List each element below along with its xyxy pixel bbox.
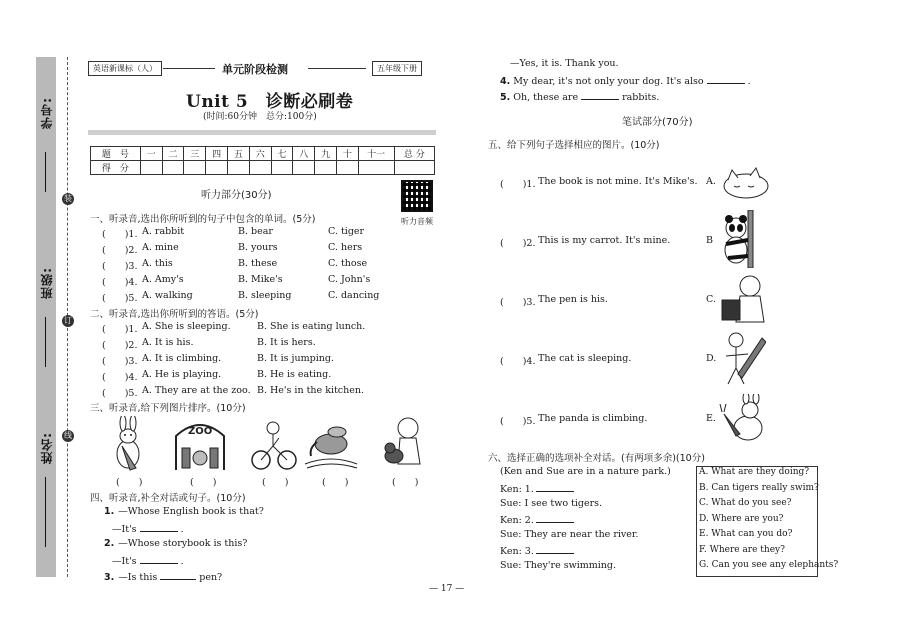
dialogue-line <box>112 522 184 535</box>
line-text: —It's <box>112 556 137 567</box>
score-header-cell: 六 <box>249 147 271 161</box>
line-text: Sue: I see two tigers. <box>500 497 603 509</box>
question-number: ( )3. <box>102 356 138 367</box>
score-cell[interactable] <box>293 161 315 175</box>
sentence-text: The book is not mine. It's Mike's. <box>538 176 698 187</box>
dialogue-line <box>104 538 247 549</box>
listening-heading: 听力部分(30分) <box>201 190 272 201</box>
option-c: C. John's <box>328 274 371 285</box>
climbing-panda-picture <box>718 210 762 268</box>
exam-meta: (时间:60分钟 总分:100分) <box>203 112 317 122</box>
bicycle-picture <box>249 416 297 472</box>
question-number: ( )1. <box>500 179 536 190</box>
page-number: — 17 — <box>429 584 465 594</box>
score-header-cell: 四 <box>206 147 228 161</box>
option-b: B. Mike's <box>238 274 283 285</box>
score-cell[interactable] <box>162 161 184 175</box>
option-item: A. What are they doing? <box>699 467 810 477</box>
option-a: A. mine <box>142 242 179 253</box>
written-heading: 笔试部分(70分) <box>622 117 693 128</box>
line-number: 3. <box>104 572 115 583</box>
line-number: 1. <box>104 506 115 517</box>
section6-title: 六、选择正确的选项补全对话。(有两项多余)(10分) <box>488 453 705 464</box>
option-item: F. Where are they? <box>699 544 785 555</box>
score-cell[interactable] <box>394 161 434 175</box>
student-id-line <box>45 152 46 192</box>
header-divider <box>88 130 436 135</box>
option-a: A. She is sleeping. <box>142 321 231 332</box>
section1-title: 一、听录音,选出你所听到的句子中包含的单词。(5分) <box>90 214 316 225</box>
name-label: 姓名: <box>40 432 54 464</box>
question-number: ( )1. <box>102 229 138 240</box>
question-number: ( )3. <box>102 261 138 272</box>
sentence-text: This is my carrot. It's mine. <box>538 235 671 246</box>
score-cell[interactable] <box>228 161 250 175</box>
option-item: G. Can you see any elephants? <box>699 560 839 570</box>
dialogue-line <box>500 560 616 571</box>
dialogue-line <box>104 506 264 517</box>
option-b: B. He is eating. <box>257 369 332 380</box>
elephant-picture <box>303 420 359 470</box>
order-bracket: ( ) <box>322 477 349 488</box>
order-bracket: ( ) <box>392 477 419 488</box>
sentence-text: The panda is climbing. <box>538 413 648 424</box>
answer-blank[interactable] <box>707 74 745 84</box>
option-a: A. It is his. <box>142 337 194 348</box>
score-cell[interactable] <box>358 161 394 175</box>
student-id-label: 学号: <box>40 97 54 129</box>
dialogue-line <box>500 529 638 540</box>
line-end: . <box>747 76 751 87</box>
line-text: Sue: They are near the river. <box>500 528 639 540</box>
options-box <box>696 466 839 577</box>
line-text: Ken: 2. <box>500 515 534 526</box>
line-number: 4. <box>500 76 511 87</box>
score-header-cell: 一 <box>140 147 162 161</box>
line-text: Ken: 1. <box>500 484 534 495</box>
seal-zhuang: 装 <box>64 194 72 203</box>
binding-strip <box>36 57 56 577</box>
answer-blank[interactable] <box>160 570 196 580</box>
line-text: —It's <box>112 524 137 535</box>
score-cell[interactable] <box>184 161 206 175</box>
answer-blank[interactable] <box>536 513 574 523</box>
question-number: ( )4. <box>500 356 536 367</box>
order-bracket: ( ) <box>190 477 217 488</box>
dialogue-line <box>112 554 184 567</box>
line-text: Ken: 3. <box>500 546 534 557</box>
question-number: ( )4. <box>102 372 138 383</box>
option-a: A. rabbit <box>142 226 185 237</box>
page-title: Unit 5 诊断必刷卷 <box>186 92 354 112</box>
option-b: B. these <box>238 258 278 269</box>
question-number: ( )3. <box>500 297 536 308</box>
question-number: ( )2. <box>500 238 536 249</box>
score-header-cell: 二 <box>162 147 184 161</box>
score-header-cell: 九 <box>315 147 337 161</box>
order-bracket: ( ) <box>116 477 143 488</box>
qr-code <box>401 180 433 212</box>
zoo-picture <box>172 414 228 472</box>
class-label: 班级: <box>40 267 54 299</box>
line-end: rabbits. <box>622 92 660 103</box>
answer-blank[interactable] <box>140 522 178 532</box>
score-header-cell: 十 <box>336 147 358 161</box>
answer-blank[interactable] <box>140 554 178 564</box>
option-c: C. those <box>328 258 368 269</box>
dialogue-line <box>500 74 751 87</box>
sleeping-cat-picture <box>720 160 772 202</box>
score-header-cell: 十一 <box>358 147 394 161</box>
score-cell[interactable] <box>249 161 271 175</box>
answer-blank[interactable] <box>536 482 574 492</box>
dialogue-line <box>500 90 659 103</box>
option-a: A. this <box>142 258 173 269</box>
dialogue-context: (Ken and Sue are in a nature park.) <box>500 466 671 477</box>
rabbit-carrot-picture <box>718 394 770 444</box>
score-cell[interactable] <box>336 161 358 175</box>
name-line <box>45 477 46 547</box>
option-c: C. hers <box>328 242 363 253</box>
section3-title: 三、听录音,给下列图片排序。(10分) <box>90 403 246 414</box>
score-table <box>90 146 435 175</box>
section5-title: 五、给下列句子选择相应的图片。(10分) <box>488 140 660 151</box>
picture-letter: B <box>706 235 713 246</box>
dialogue-line <box>510 58 619 69</box>
question-number: ( )2. <box>102 340 138 351</box>
section4-title: 四、听录音,补全对话或句子。(10分) <box>90 493 246 504</box>
option-b: B. bear <box>238 226 273 237</box>
edition-tag: 英语新课标（人） <box>88 61 162 76</box>
option-a: A. He is playing. <box>142 369 222 380</box>
sentence-text: The cat is sleeping. <box>538 353 632 364</box>
seal-ding: 订 <box>64 316 72 325</box>
section2-title: 二、听录音,选出你所听到的答语。(5分) <box>90 309 259 320</box>
line-number: 5. <box>500 92 511 103</box>
score-row-label: 得 分 <box>91 161 141 175</box>
option-c: C. dancing <box>328 290 380 301</box>
answer-blank[interactable] <box>536 544 574 554</box>
option-item: E. What can you do? <box>699 529 793 539</box>
line-end: . <box>180 556 184 567</box>
boy-book-picture <box>718 272 766 324</box>
line-text: Oh, these are <box>513 92 579 103</box>
option-a: A. They are at the zoo. <box>142 385 251 396</box>
dialogue-line <box>500 482 574 495</box>
banner-rule-right <box>308 68 366 69</box>
question-number: ( )4. <box>102 277 138 288</box>
line-text: —Is this <box>118 572 158 583</box>
picture-letter: D. <box>706 353 717 364</box>
line-text: —Whose storybook is this? <box>118 538 248 549</box>
boy-dog-picture <box>380 414 428 472</box>
picture-letter: A. <box>706 176 716 187</box>
option-a: A. walking <box>142 290 193 301</box>
option-item: D. Where are you? <box>699 513 784 524</box>
line-text: My dear, it's not only your dog. It's also <box>513 76 704 87</box>
score-header-cell: 题 号 <box>91 147 141 161</box>
option-b: B. It is jumping. <box>257 353 334 364</box>
score-header-cell: 八 <box>293 147 315 161</box>
sentence-text: The pen is his. <box>538 294 608 305</box>
score-header-cell: 总 分 <box>394 147 434 161</box>
seal-xian: 线 <box>64 431 72 440</box>
option-item: B. Can tigers really swim? <box>699 482 819 493</box>
line-text: —Yes, it is. Thank you. <box>510 58 619 69</box>
dialogue-line <box>104 570 222 583</box>
score-cell[interactable] <box>140 161 162 175</box>
question-number: ( )1. <box>102 324 138 335</box>
score-header-cell: 三 <box>184 147 206 161</box>
score-header-cell: 五 <box>228 147 250 161</box>
order-bracket: ( ) <box>262 477 289 488</box>
picture-letter: C. <box>706 294 716 305</box>
score-cell[interactable] <box>315 161 337 175</box>
zoo-sign: ZOO <box>188 426 213 437</box>
score-header-row <box>91 147 435 161</box>
option-b: B. It is hers. <box>257 337 316 348</box>
dialogue-line <box>500 544 574 557</box>
picture-letter: E. <box>706 413 716 424</box>
option-b: B. She is eating lunch. <box>257 321 366 332</box>
score-cell[interactable] <box>271 161 293 175</box>
grade-tag: 五年级下册 <box>372 61 422 76</box>
line-number: 2. <box>104 538 115 549</box>
answer-blank[interactable] <box>581 90 619 100</box>
score-input-row <box>91 161 435 175</box>
line-text: —Whose English book is that? <box>118 506 264 517</box>
class-line <box>45 317 46 367</box>
banner-rule-left <box>163 68 215 69</box>
dialogue-line <box>500 513 574 526</box>
banner-title: 单元阶段检测 <box>222 63 288 76</box>
line-text: Sue: They're swimming. <box>500 559 617 571</box>
line-end: pen? <box>199 572 223 583</box>
option-c: C. tiger <box>328 226 365 237</box>
dialogue-line <box>500 498 602 509</box>
option-b: B. sleeping <box>238 290 292 301</box>
score-cell[interactable] <box>206 161 228 175</box>
option-item: C. What do you see? <box>699 498 792 508</box>
option-b: B. He's in the kitchen. <box>257 385 365 396</box>
question-number: ( )2. <box>102 245 138 256</box>
pen-picture <box>718 330 766 386</box>
score-header-cell: 七 <box>271 147 293 161</box>
qr-caption: 听力音频 <box>401 217 433 226</box>
option-b: B. yours <box>238 242 278 253</box>
line-end: . <box>180 524 184 535</box>
option-a: A. Amy's <box>142 274 184 285</box>
question-number: ( )5. <box>102 388 138 399</box>
question-number: ( )5. <box>102 293 138 304</box>
question-number: ( )5. <box>500 416 536 427</box>
option-a: A. It is climbing. <box>142 353 222 364</box>
rabbit-picture <box>108 416 152 472</box>
